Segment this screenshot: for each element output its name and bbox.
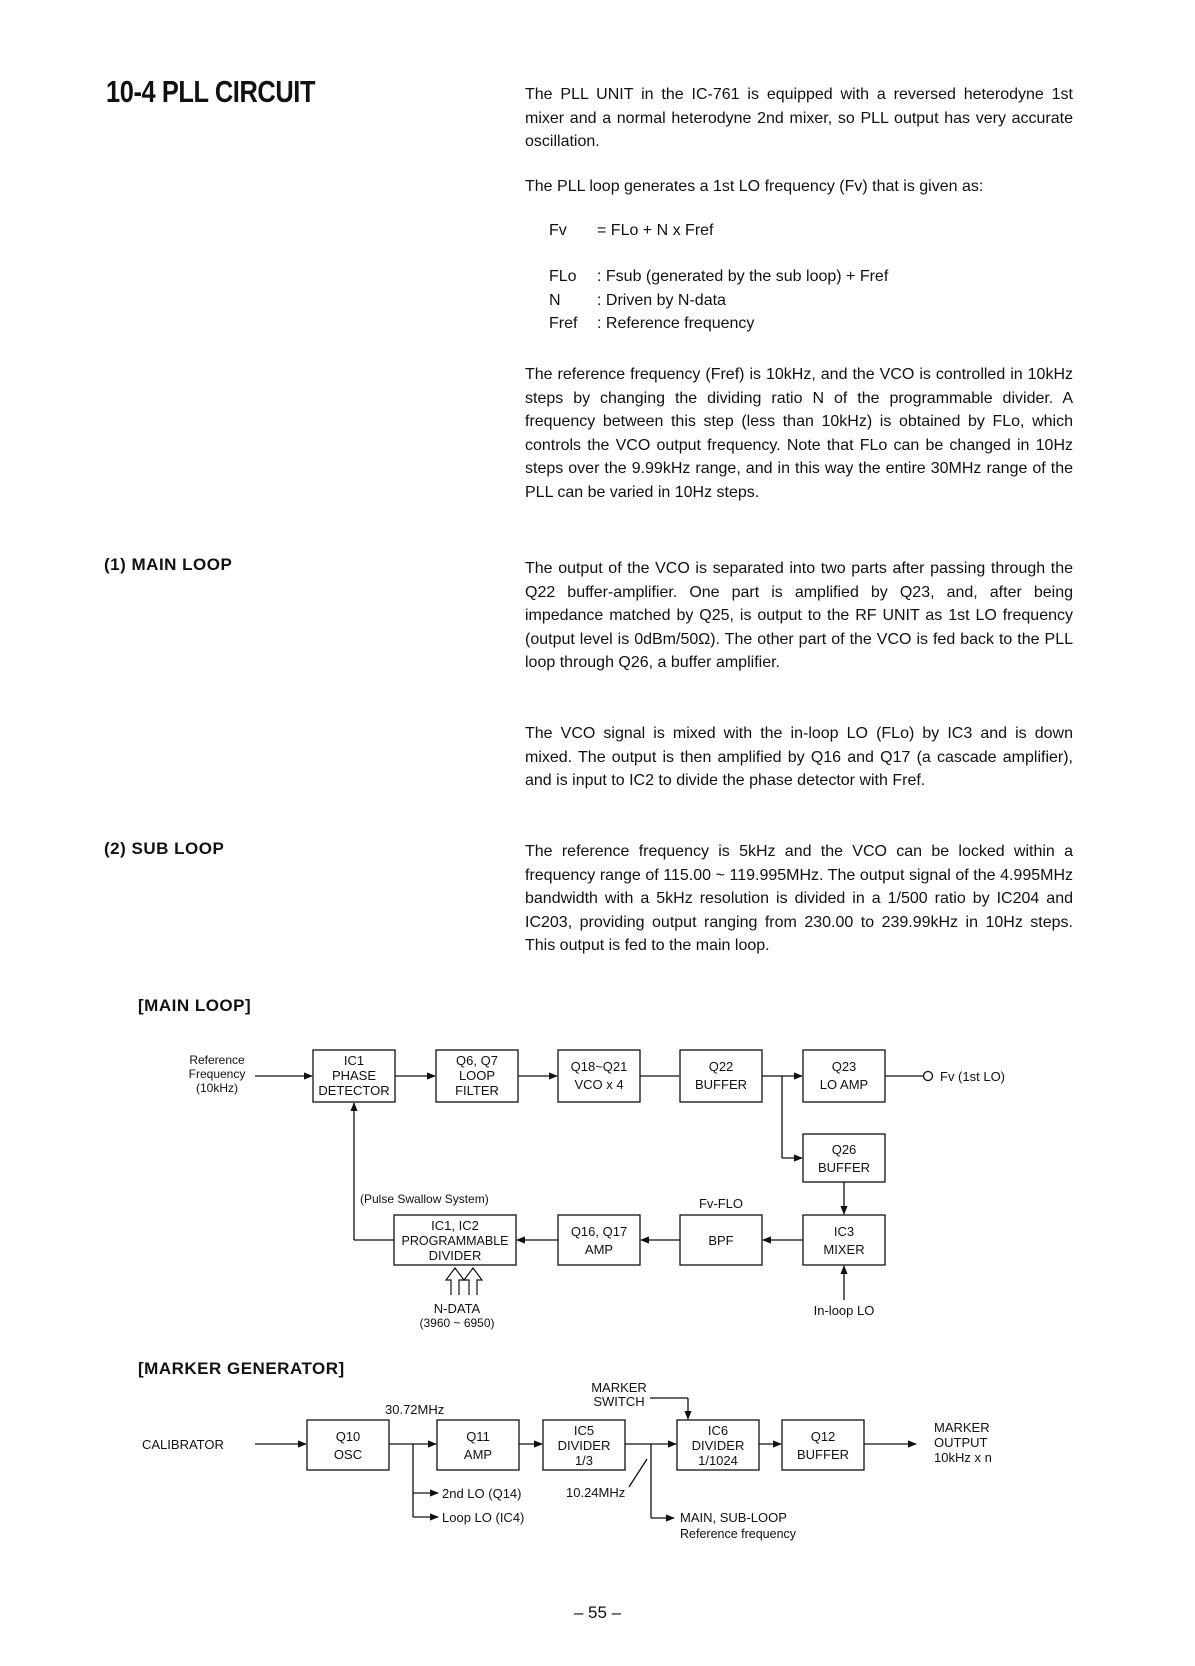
block-label: IC1 [343, 1053, 365, 1068]
output-label: Fv (1st LO) [940, 1069, 1006, 1084]
block-label: BUFFER [818, 1160, 870, 1175]
main-sub-ref-label: Reference frequency [680, 1527, 797, 1541]
main-loop-diagram [0, 1030, 1195, 1340]
block-label: LO AMP [819, 1077, 869, 1092]
lo-paragraph: The PLL loop generates a 1st LO frequency (Fv) that is given as: [525, 178, 984, 195]
ic3-mixer-block [803, 1215, 885, 1265]
block-label: LOOP [458, 1068, 496, 1083]
block-label: IC1, IC2 [431, 1218, 479, 1233]
ref-input-label: (10kHz) [195, 1081, 239, 1095]
block-label: Q26 [831, 1142, 857, 1157]
definition-desc: : Fsub (generated by the sub loop) + Fref [597, 268, 889, 285]
block-label: DETECTOR [318, 1083, 390, 1098]
q23-lo-amp-block [803, 1050, 885, 1102]
block-label: Q18~Q21 [570, 1059, 628, 1074]
definition-term: N [549, 292, 561, 309]
block-label: DIVIDER [557, 1438, 611, 1453]
definition-term: FLo [549, 268, 577, 285]
ref-input-label: Reference [189, 1053, 245, 1067]
q11-amp-block [437, 1420, 519, 1470]
block-label: 1/3 [574, 1453, 594, 1468]
calibrator-label: CALIBRATOR [142, 1437, 224, 1452]
marker-output-label: MARKER [934, 1420, 990, 1435]
marker-generator-diagram [0, 1380, 1195, 1545]
q12-buffer-block [782, 1420, 864, 1470]
block-label: DIVIDER [691, 1438, 745, 1453]
block-label: BUFFER [695, 1077, 747, 1092]
inloop-lo-label: In-loop LO [813, 1303, 875, 1318]
block-label: Q6, Q7 [456, 1053, 498, 1068]
page-title: 10-4 PLL CIRCUIT [106, 74, 316, 109]
loop-lo-label: Loop LO (IC4) [442, 1510, 525, 1525]
fv-flo-label: Fv-FLO [698, 1196, 744, 1211]
main-loop-heading: (1) MAIN LOOP [104, 555, 233, 574]
block-label: MIXER [823, 1242, 865, 1257]
marker-output-label: OUTPUT [934, 1435, 988, 1450]
intro-paragraph: The PLL UNIT in the IC-761 is equipped with a reversed heterodyne 1st mixer and a normal heterodyne 2nd mixer, so PLL output has very accurate oscillation. [525, 86, 1073, 150]
marker-switch-label: SWITCH [593, 1394, 645, 1409]
marker-diagram-title: [MARKER GENERATOR] [138, 1359, 345, 1378]
freq-1024-label: 10.24MHz [566, 1485, 626, 1500]
n-data-label: N-DATA [433, 1301, 481, 1316]
block-label: OSC [333, 1447, 363, 1462]
block-label: AMP [463, 1447, 493, 1462]
vco-block [558, 1050, 640, 1102]
definition-desc: : Reference frequency [597, 315, 755, 332]
definition-term: Fref [549, 315, 578, 332]
block-label: Q16, Q17 [570, 1224, 628, 1239]
n-data-arrow [464, 1268, 482, 1295]
main-loop-paragraph-1: The output of the VCO is separated into two parts after passing through the Q22 buffer-amplifier. One part is amplified by Q23, and, after being impedance matched by Q25, is output to the RF UNIT as 1st LO frequency (output level is 0dBm/50Ω). The other part of the VCO is fed back to the PLL loop through Q26, a buffer amplifier. [525, 560, 1073, 671]
q16-q17-amp-block [558, 1215, 640, 1265]
n-data-arrow [446, 1268, 464, 1295]
reference-paragraph: The reference frequency (Fref) is 10kHz, and the VCO is controlled in 10kHz steps by changing the dividing ratio N of the programmable divider. A frequency between this step (less than 10kHz) is obtained by FLo, which controls the VCO output frequency. Note that FLo can be changed in 10Hz steps over the 9.99kHz range, and in this way the entire 30MHz range of the PLL can be varied in 10Hz steps. [525, 366, 1073, 501]
equation-rhs: = FLo + N x Fref [597, 222, 714, 239]
marker-output-label: 10kHz x n [934, 1450, 992, 1465]
ref-input-label: Frequency [188, 1067, 246, 1081]
definition-desc: : Driven by N-data [597, 292, 726, 309]
block-label: Q22 [708, 1059, 734, 1074]
sub-loop-heading: (2) SUB LOOP [104, 839, 225, 858]
q10-osc-block [307, 1420, 389, 1470]
block-label: PHASE [331, 1068, 377, 1083]
block-label: Q12 [810, 1429, 836, 1444]
sub-loop-paragraph: The reference frequency is 5kHz and the VCO can be locked within a frequency range of 115.00 ~ 119.995MHz. The output signal of the 4.995MHz bandwidth with a 5kHz resolution is divided in a 1/500 ratio by IC204 and IC203, providing output ranging from 230.00 to 239.99kHz in 10Hz steps. This output is fed to the main loop. [525, 843, 1073, 954]
block-label: DIVIDER [428, 1248, 482, 1263]
block-label: Q11 [466, 1429, 490, 1444]
marker-switch-label: MARKER [591, 1380, 647, 1395]
main-loop-diagram-title: [MAIN LOOP] [138, 996, 252, 1015]
block-label: 1/1024 [698, 1453, 738, 1468]
block-label: Q10 [335, 1429, 361, 1444]
block-label: Q23 [831, 1059, 857, 1074]
block-label: IC5 [573, 1423, 595, 1438]
n-data-range: (3960 ~ 6950) [419, 1316, 495, 1330]
block-label: AMP [584, 1242, 614, 1257]
main-loop-paragraph-2: The VCO signal is mixed with the in-loop LO (FLo) by IC3 and is down mixed. The output is then amplified by Q16 and Q17 (a cascade amplifier), and is input to IC2 to divide the phase detector with Fref. [525, 725, 1073, 789]
equation-lhs: Fv [549, 222, 567, 239]
block-label: IC3 [833, 1224, 855, 1239]
pulse-swallow-label: (Pulse Swallow System) [360, 1192, 489, 1206]
q22-buffer-block [680, 1050, 762, 1102]
main-sub-ref-label: MAIN, SUB-LOOP [680, 1510, 787, 1525]
block-label: BUFFER [797, 1447, 849, 1462]
freq-3072-label: 30.72MHz [385, 1402, 445, 1417]
page-number: – 55 – [573, 1603, 622, 1622]
block-label: VCO x 4 [574, 1077, 624, 1092]
block-label: FILTER [455, 1083, 499, 1098]
block-label: BPF [708, 1233, 734, 1248]
block-label: PROGRAMMABLE [401, 1234, 509, 1248]
second-lo-label: 2nd LO (Q14) [442, 1486, 522, 1501]
block-label: IC6 [707, 1423, 729, 1438]
